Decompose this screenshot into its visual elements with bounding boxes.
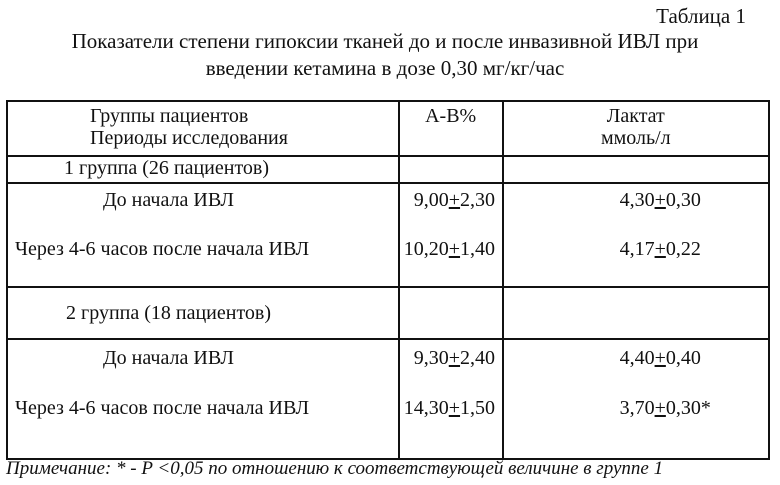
lactate-value (620, 189, 701, 212)
lactate-mean: 3,70 (619, 397, 655, 419)
lactate-mean: 4,40 (619, 347, 655, 369)
lactate-sd: 0,40 (665, 347, 701, 369)
plus-minus-sign: + (654, 189, 666, 211)
ab-cell (399, 183, 503, 287)
empty-cell (503, 287, 769, 339)
plus-minus-sign: + (448, 347, 461, 369)
plus-minus-sign: + (448, 238, 461, 260)
ab-sd: 1,40 (460, 238, 496, 260)
table-title (0, 28, 770, 82)
ab-sd: 1,50 (460, 397, 496, 419)
title-line-2: введении кетамина в дозе 0,30 мг/кг/час (205, 56, 565, 80)
group-row-2 (7, 287, 769, 339)
ab-sd: 2,30 (460, 189, 496, 211)
empty-cell (503, 156, 769, 183)
significance-mark: * (700, 397, 711, 419)
ab-mean: 9,30 (413, 347, 449, 369)
header-lactate-unit: ммоль/л (600, 127, 671, 149)
period-cell (7, 183, 399, 287)
ab-sd: 2,40 (460, 347, 496, 369)
title-line-1: Показатели степени гипоксии тканей до и после инвазивной ИВЛ при (71, 29, 699, 53)
header-row (7, 101, 769, 156)
header-periods-label: Периоды исследования (90, 127, 288, 149)
period-label: Через 4-6 часов после начала ИВЛ (15, 397, 310, 419)
period-label: До начала ИВЛ (103, 189, 234, 211)
ab-value (404, 238, 495, 261)
table-label: Таблица 1 (656, 4, 746, 28)
lactate-sd: 0,22 (665, 238, 701, 260)
ab-mean: 14,30 (403, 397, 449, 419)
plus-minus-sign: + (654, 347, 666, 369)
group-1-data-row (7, 183, 769, 287)
header-groups-label: Группы пациентов (90, 105, 249, 127)
period-cell (7, 339, 399, 459)
plus-minus-sign: + (654, 397, 666, 419)
lactate-cell (503, 183, 769, 287)
lactate-mean: 4,17 (619, 238, 655, 260)
ab-cell (399, 339, 503, 459)
header-groups-periods (7, 101, 399, 156)
ab-value (414, 189, 495, 212)
plus-minus-sign: + (654, 238, 666, 260)
ab-value (414, 347, 495, 370)
header-lactate (503, 101, 769, 156)
group-label: 2 группа (18 пациентов) (66, 301, 272, 324)
header-ab-label: A-B% (425, 105, 477, 127)
header-ab (399, 101, 503, 156)
lactate-sd: 0,30 (665, 397, 701, 419)
lactate-cell (503, 339, 769, 459)
data-table (6, 100, 770, 460)
group-row-1 (7, 156, 769, 183)
group-label: 1 группа (26 пациентов) (64, 157, 270, 179)
ab-mean: 10,20 (403, 238, 449, 260)
lactate-sd: 0,30 (665, 189, 701, 211)
ab-value (404, 397, 495, 420)
group-label-cell (7, 156, 399, 183)
table-note: Примечание: * - P <0,05 по отношению к соответствующей величине в группе 1 (6, 458, 664, 479)
lactate-value (620, 347, 701, 370)
group-label-cell (7, 287, 399, 339)
empty-cell (399, 287, 503, 339)
plus-minus-sign: + (448, 397, 461, 419)
period-label: До начала ИВЛ (103, 347, 234, 369)
header-lactate-label: Лактат (606, 105, 665, 127)
ab-mean: 9,00 (413, 189, 449, 211)
lactate-mean: 4,30 (619, 189, 655, 211)
lactate-value (620, 397, 711, 420)
plus-minus-sign: + (448, 189, 461, 211)
group-2-data-row (7, 339, 769, 459)
period-label: Через 4-6 часов после начала ИВЛ (15, 238, 310, 260)
lactate-value (620, 238, 701, 261)
empty-cell (399, 156, 503, 183)
